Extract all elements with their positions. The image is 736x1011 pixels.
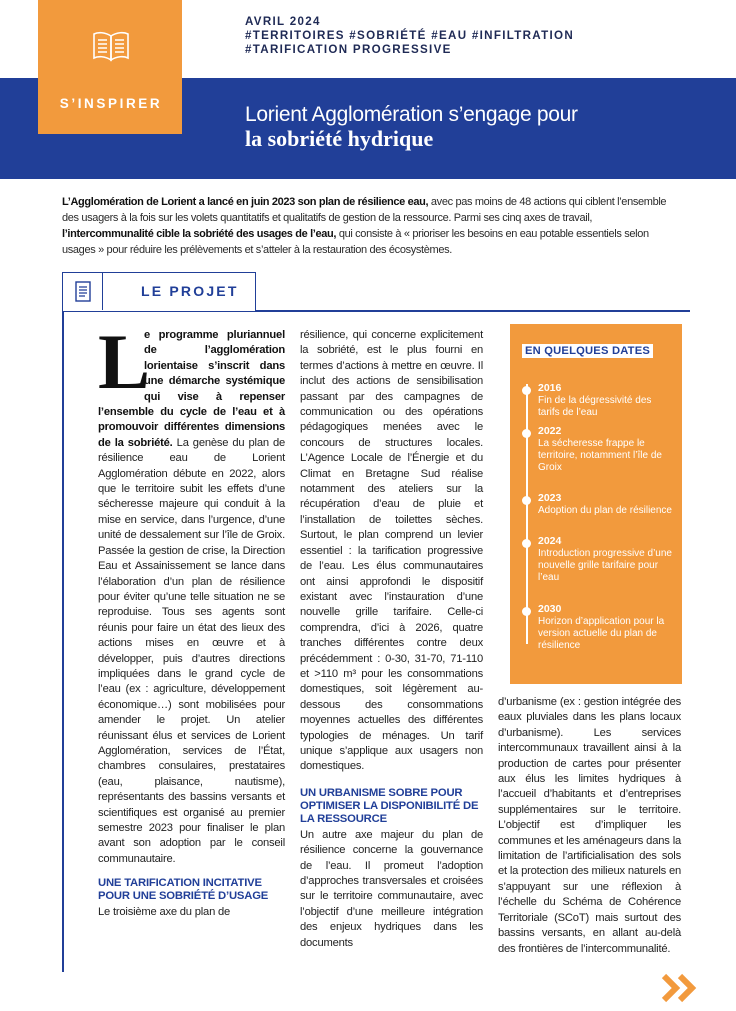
col1-body: La genèse du plan de résilience eau de Lorient Agglomération débute en 2022, alors que le territoire subit les effets d’une sécheresse majeure qui conduit à la mise en service, dans l’urgence, d’une unité de dessalement sur l’île de Groix. Passée la gestion de crise, la Direction Eau et Assainissement se lance dans l’élaboration d’un plan de résilience pour éviter qu’une telle situation ne se reproduise. Tous ses agents sont réunis pour faire un état des lieux des actions mises en œuvre et à développer, puis d’autres directions impliquées dans le grand cycle de l’eau (ex : agriculture, développement économique…) sont mobilisées pour amender le projet. Un atelier réunissant élus et services de Lorient Agglomération, services de l’État, chambres consulaires, prestataires (eau, plaisance, nautisme), représentants des bassins versants et scientifiques est organisé au premier semestre 2023 pour finaliser le plan avant son adoption par le conseil communautaire.: [98, 436, 286, 865]
col1-paragraph: [98, 318, 286, 867]
col2-end: Un autre axe majeur du plan de résilience concerne la gouvernance de l’eau. Il promeut l’adoption d’approches transversales et croisées sur le territoire communautaire, avec l’objectif d’une meilleure intégration des enjeux hydriques dans les documents: [300, 828, 483, 949]
timeline-dot: [522, 386, 531, 395]
date-text: Adoption du plan de résilience: [538, 505, 672, 516]
double-chevron-right-icon[interactable]: [660, 973, 702, 1003]
document-icon: [74, 281, 92, 302]
intro-bold-1: L’Agglomération de Lorient a lancé en juin 2023 son plan de résilience eau,: [62, 196, 429, 208]
title-line-2: la sobriété hydrique: [245, 126, 434, 151]
timeline-dot: [522, 607, 531, 616]
timeline-dot: [522, 539, 531, 548]
date-item: [522, 425, 672, 475]
section-tab-label: LE PROJET: [141, 283, 239, 299]
drop-cap: L: [98, 318, 150, 405]
date-item: [522, 382, 672, 419]
date-text: La sécheresse frappe le territoire, notamment l’île de Groix: [538, 438, 662, 474]
lead-text: e programme pluriannuel de l’agglomération lorientaise s’inscrit dans une démarche systémique qui vise à repenser l’ensemble du cycle de l’eau et à promouvoir différentes dimensions de la sobriété.: [98, 329, 285, 449]
col2-body: résilience, qui concerne explicitement la sobriété, est le plus fourni en termes d’actions à mettre en œuvre. Il inclut des actions de sensibilisation passant par des campagnes de communication ou des opérations pédagogiques menées avec le concours de structures locales. L’Agence Locale de l’Énergie et du Climat en Bretagne Sud réalise notamment des ateliers sur la récupération d’eau de pluie et l’installation de toilettes sèches. Surtout, le plan comprend un levier essentiel : la tarification progressive de l’eau. Les élus communautaires ont ainsi approfondi le dispositif existant avec l’instauration d’une nouvelle grille tarifaire. Celle-ci comprendra, d’ici à 2026, quatre tranches différentes contre deux précédemment : 0-30, 31-70, 71-110 et >110 m³ pour les consommations domestiques, soit légèrement au-dessous des consommations moyennes actuelles des différentes typologies de ménages. Un tarif unique s’applique aux usagers non domestiques.: [300, 329, 483, 773]
date-item: [522, 603, 672, 653]
subheading-urbanisme: UN URBANISME SOBRE POUR OPTIMISER LA DISPONIBILITÉ DE LA RESSOURCE: [300, 786, 479, 825]
page-title: [245, 103, 578, 151]
tab-icon-box: [63, 273, 103, 310]
date-text: Fin de la dégressivité des tarifs de l’eau: [538, 395, 652, 419]
timeline-dot: [522, 429, 531, 438]
col3-body: d’urbanisme (ex : gestion intégrée des eaux pluviales dans les plans locaux d’urbanisme). Les services intercommunaux travaillent ainsi à la production de cartes pour présenter aux élus les limites hydriques à l’accueil d’habitants et d’entreprises supplémentaires sur le territoire. L’objectif est d’impliquer les communes et les aménageurs dans la limitation de l’artificialisation des sols et la protection des milieux naturels en s’appuyant sur une réflexion à l’échelle du Schéma de Cohérence Territoriale (SCoT) mais surtout des bassins versants, en allant au-delà des frontières de l’intercommunalité.: [498, 696, 681, 955]
section-tab: [62, 272, 256, 312]
date-text: Introduction progressive d’une nouvelle grille tarifaire pour l’eau: [538, 548, 672, 584]
tags-line-1: #TERRITOIRES #SOBRIÉTÉ #EAU #INFILTRATION: [245, 28, 575, 42]
intro-bold-2: l’intercommunalité cible la sobriété des usages de l’eau,: [62, 228, 337, 240]
date-year: 2030: [538, 603, 562, 615]
dates-box: [510, 324, 682, 684]
subheading-tarification: UNE TARIFICATION INCITATIVE POUR UNE SOBRIÉTÉ D’USAGE: [98, 877, 269, 903]
date-year: 2024: [538, 535, 562, 547]
dates-title: EN QUELQUES DATES: [522, 344, 653, 358]
intro-text-1: avec pas moins de 48 actions qui ciblent l’ensemble des usagers à la fois sur les volets quantitatifs et qualitatifs de gestion de la ressource. Parmi ses cinq axes de travail,: [62, 196, 667, 224]
tags-line-2: #TARIFICATION PROGRESSIVE: [245, 42, 452, 56]
intro-paragraph: [62, 194, 674, 258]
header-tags: [245, 15, 574, 56]
date-item: [522, 535, 672, 585]
date-item: [522, 492, 672, 517]
date-year: 2022: [538, 425, 562, 437]
open-book-icon: [91, 28, 131, 64]
date-year: 2023: [538, 492, 562, 504]
col1-end: Le troisième axe du plan de: [98, 906, 231, 919]
timeline-dot: [522, 496, 531, 505]
section-rule-left: [62, 312, 64, 972]
section-label: S’INSPIRER: [59, 96, 163, 111]
date-text: Horizon d’application pour la version actuelle du plan de résilience: [538, 616, 665, 652]
title-line-1: Lorient Agglomération s’engage pour: [245, 103, 578, 126]
section-rule-top: [256, 310, 690, 312]
article-column-3: [498, 695, 681, 957]
issue-date: AVRIL 2024: [245, 15, 321, 28]
article-column-1: [98, 318, 286, 921]
article-column-2: [300, 328, 483, 951]
date-year: 2016: [538, 382, 562, 394]
intro-text-2: qui consiste à « prioriser les besoins en eau potable essentiels selon usages » pour réduire les prélèvements et s’atteler à la restauration des écosystèmes.: [62, 228, 649, 256]
